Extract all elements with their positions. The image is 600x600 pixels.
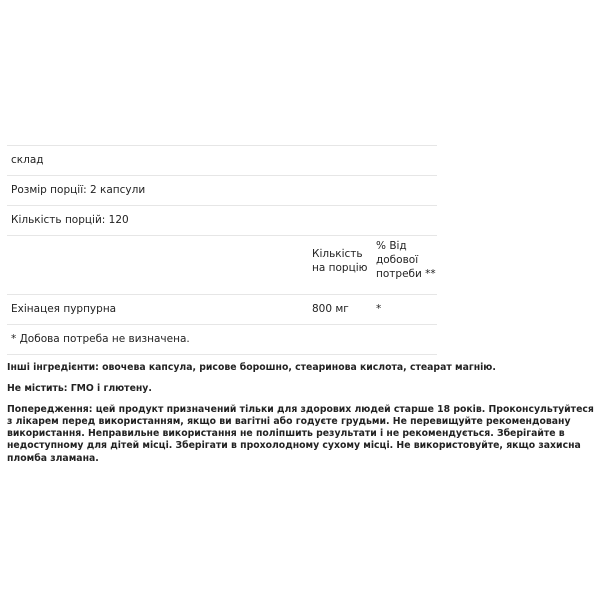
warning-text: Попередження: цей продукт призначений тільки для здорових людей старше 18 років. Проконсультуйтеся з лікарем перед використанням, якщо ви вагітні або годуєте грудьми. Не перевищуйте рекомендовану використання. Неправильне використання не поліпшить результати і не рекомендується. Зберігайте в недоступному для дітей місці. Зберігати в прохолодному сухому місці. Не використовуйте, якщо захисна пломба зламана.: [7, 403, 594, 464]
daily-value-header: % Від добової потреби **: [376, 240, 436, 280]
product-notes: [7, 362, 595, 465]
footnote-row: [7, 324, 437, 355]
servings-per-container-row: [7, 205, 437, 235]
ingredient-name: Ехінацея пурпурна: [11, 303, 117, 315]
daily-value-footnote: * Добова потреба не визначена.: [11, 333, 190, 345]
amount-per-serving-header: Кількість на порцію: [312, 248, 368, 274]
facts-title: склад: [11, 154, 44, 166]
ingredient-row: [7, 294, 437, 324]
free-of-statement: Не містить: ГМО і глютену.: [7, 383, 152, 395]
serving-size: Розмір порції: 2 капсули: [11, 184, 146, 196]
supplement-facts-table: [7, 145, 437, 355]
column-header-row: [7, 235, 437, 294]
facts-title-row: [7, 145, 437, 175]
ingredient-amount: 800 мг: [312, 303, 349, 315]
other-ingredients: Інші інгредієнти: овочева капсула, рисове борошно, стеаринова кислота, стеарат магнію.: [7, 362, 496, 373]
serving-size-row: [7, 175, 437, 205]
ingredient-daily-value: *: [376, 303, 382, 315]
servings-per-container: Кількість порцій: 120: [11, 214, 129, 226]
